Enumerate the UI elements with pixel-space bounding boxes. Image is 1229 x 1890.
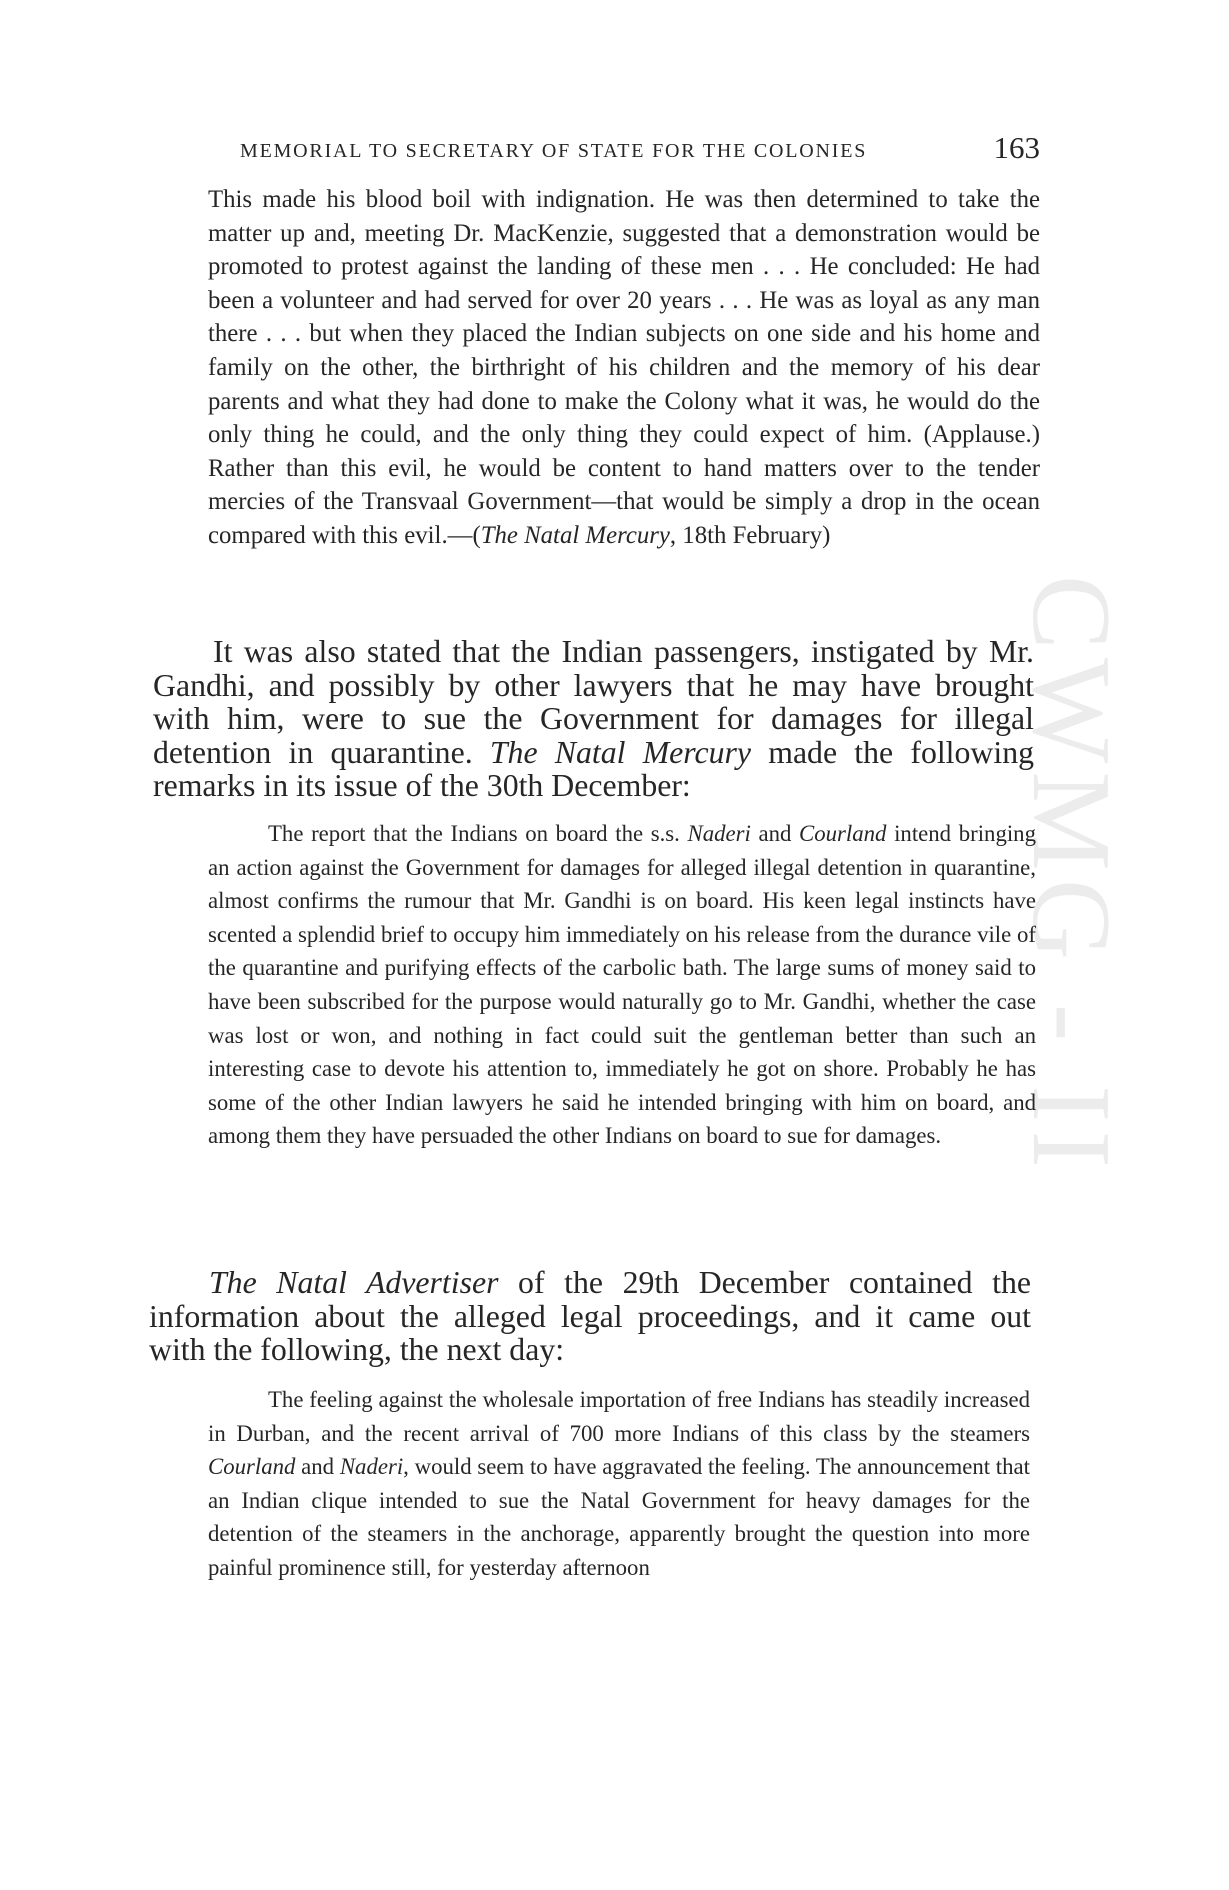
ship-name: Courland <box>799 821 887 846</box>
newspaper-name: The Natal Mercury <box>489 734 751 770</box>
quote-text: The report that the Indians on board the s.s. <box>268 821 688 846</box>
quote-text: The feeling against the wholesale importation of free Indians has steadily increased in Durban, and the recent arrival of 700 more Indians of this class by the steamers <box>208 1387 1030 1446</box>
quote-natal-mercury-speech <box>208 183 1040 553</box>
quote-text: and <box>750 821 800 846</box>
quote-source: The Natal Mercury <box>480 521 670 549</box>
quote-natal-advertiser <box>208 1383 1030 1585</box>
quote-text: and <box>295 1454 340 1480</box>
ship-name: Naderi <box>687 821 751 846</box>
running-head <box>240 130 1040 170</box>
body-text: It was also stated that the Indian passengers, instigated by Mr. Gandhi, and possibly by other lawyers that he may have brought with him, were to sue the Government for damages for illegal detention in quarantine. <box>153 634 1034 770</box>
ship-name: Naderi <box>339 1454 404 1480</box>
quote-date: , 18th February) <box>669 521 831 549</box>
watermark: CWMG - II <box>1009 575 1133 1176</box>
newspaper-name: The Natal Advertiser <box>209 1265 499 1300</box>
ship-name: Courland <box>208 1454 296 1480</box>
quote-text: , would seem to have aggravated the feeling. The announcement that an Indian clique intended to sue the Natal Government for heavy damages for the detention of the steamers in the anchorage, apparently brought the question into more painful prominence still, for yesterday afternoon <box>208 1454 1030 1580</box>
quote-text: This made his blood boil with indignation. He was then determined to take the matter up and, meeting Dr. MacKenzie, suggested that a demonstration would be promoted to protest against the landing of these men . . . He concluded: He had been a volunteer and had served for over 20 years . . . He was as loyal as any man there . . . but when they placed the Indian subjects on one side and his home and family on the other, the birthright of his children and the memory of his dear parents and what they had done to make the Colony what it was, he would do the only thing he could, and the only thing they could expect of him. (Applause.) Rather than this evil, he would be content to hand matters over to the tender mercies of the Transvaal Government—that would be simply a drop in the ocean compared with this evil.—( <box>208 186 1040 549</box>
page-number: 163 <box>993 130 1040 165</box>
body-paragraph-1 <box>153 635 1034 803</box>
quote-natal-mercury-report <box>208 817 1036 1153</box>
body-text: made the following remarks in its issue of the 30th December: <box>153 734 1035 803</box>
body-text: of the 29th December contained the information about the alleged legal proceedings, and it came out with the following, the next day: <box>149 1265 1031 1368</box>
quote-text: intend bringing an action against the Government for damages for alleged illegal detention in quarantine, almost confirms the rumour that Mr. Gandhi is on board. His keen legal instincts have scented a splendid brief to occupy him immediately on his release from the durance vile of the quarantine and purifying effects of the carbolic bath. The large sums of money said to have been subscribed for the purpose would naturally go to Mr. Gandhi, whether the case was lost or won, and nothing in fact could suit the gentleman better than such an interesting case to devote his attention to, immediately he got on shore. Probably he has some of the other Indian lawyers he said he intended bringing with him on board, and among them they have persuaded the other Indians on board to sue for damages. <box>208 821 1036 1149</box>
body-paragraph-2 <box>149 1266 1031 1367</box>
running-head-title: MEMORIAL TO SECRETARY OF STATE FOR THE COLONIES <box>240 140 868 162</box>
